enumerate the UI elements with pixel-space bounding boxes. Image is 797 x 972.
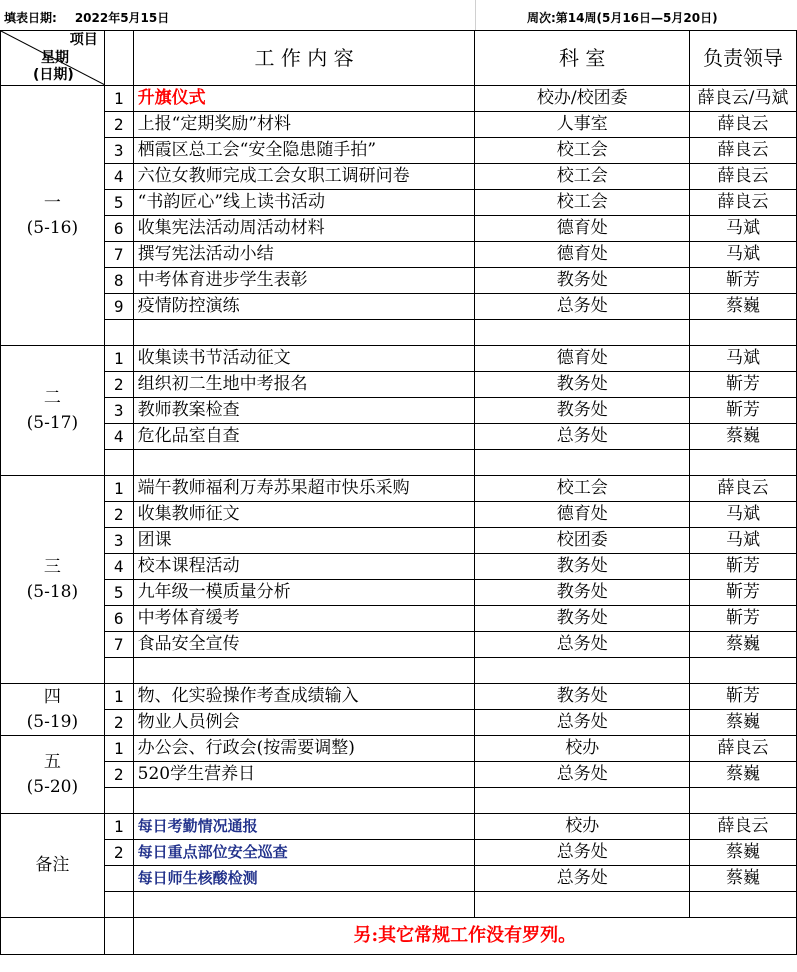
leader-text: 薛良云 <box>690 190 797 216</box>
task-text: 每日考勤情况通报 <box>133 814 475 840</box>
row-number <box>104 788 133 814</box>
leader-text: 薛良云 <box>690 736 797 762</box>
row-number: 9 <box>104 294 133 320</box>
task-text: 团课 <box>133 528 475 554</box>
task-text: 中考体育进步学生表彰 <box>133 268 475 294</box>
department-text: 教务处 <box>475 580 690 606</box>
leader-text: 薛良云 <box>690 476 797 502</box>
leader-text: 靳芳 <box>690 606 797 632</box>
schedule-row <box>1 320 797 346</box>
leader-text: 薛良云 <box>690 814 797 840</box>
department-text: 校工会 <box>475 190 690 216</box>
row-number: 4 <box>104 424 133 450</box>
leader-text: 蔡巍 <box>690 424 797 450</box>
day-name: 一 <box>43 192 61 213</box>
schedule-body <box>1 86 797 918</box>
day-cell <box>1 476 105 684</box>
leader-text: 马斌 <box>690 528 797 554</box>
schedule-row <box>1 762 797 788</box>
day-cell <box>1 736 105 814</box>
leader-text: 蔡巍 <box>690 866 797 892</box>
task-text <box>133 320 475 346</box>
row-number: 1 <box>104 86 133 112</box>
schedule-row <box>1 736 797 762</box>
corner-item-label: 项目 <box>69 32 98 48</box>
row-number: 2 <box>104 710 133 736</box>
task-text: 食品安全宣传 <box>133 632 475 658</box>
row-number: 8 <box>104 268 133 294</box>
schedule-row <box>1 814 797 840</box>
department-text: 校办 <box>475 814 690 840</box>
schedule-row <box>1 450 797 476</box>
leader-text: 马斌 <box>690 346 797 372</box>
day-date: (5-17) <box>26 412 79 433</box>
department-text <box>475 450 690 476</box>
row-number: 5 <box>104 190 133 216</box>
leader-text: 靳芳 <box>690 398 797 424</box>
schedule-row <box>1 658 797 684</box>
leader-text: 薛良云/马斌 <box>690 86 797 112</box>
department-text: 教务处 <box>475 554 690 580</box>
schedule-row <box>1 528 797 554</box>
department-text <box>475 788 690 814</box>
leader-text <box>690 788 797 814</box>
leader-text: 马斌 <box>690 242 797 268</box>
header-divider <box>475 0 476 30</box>
task-text: 升旗仪式 <box>133 86 475 112</box>
dept-header: 科 室 <box>475 31 690 86</box>
schedule-row <box>1 424 797 450</box>
row-number: 1 <box>104 346 133 372</box>
schedule-row <box>1 892 797 918</box>
task-text: 栖霞区总工会“安全隐患随手拍” <box>133 138 475 164</box>
leader-text: 薛良云 <box>690 164 797 190</box>
schedule-row <box>1 866 797 892</box>
leader-text <box>690 450 797 476</box>
schedule-row <box>1 190 797 216</box>
row-number: 1 <box>104 814 133 840</box>
department-text: 德育处 <box>475 502 690 528</box>
row-number: 2 <box>104 112 133 138</box>
leader-text: 蔡巍 <box>690 632 797 658</box>
schedule-row <box>1 580 797 606</box>
row-number <box>104 450 133 476</box>
task-text: 收集教师征文 <box>133 502 475 528</box>
task-text: 九年级一模质量分析 <box>133 580 475 606</box>
department-text <box>475 892 690 918</box>
leader-text: 薛良云 <box>690 112 797 138</box>
department-text: 校办 <box>475 736 690 762</box>
footer-blank-day <box>1 918 105 955</box>
leader-text: 蔡巍 <box>690 762 797 788</box>
schedule-row <box>1 606 797 632</box>
task-text: 教师教案检查 <box>133 398 475 424</box>
task-text: 520学生营养日 <box>133 762 475 788</box>
department-text: 总务处 <box>475 424 690 450</box>
task-text: 收集读书节活动征文 <box>133 346 475 372</box>
task-text <box>133 658 475 684</box>
day-cell <box>1 346 105 476</box>
row-number <box>104 320 133 346</box>
row-number <box>104 866 133 892</box>
schedule-row <box>1 164 797 190</box>
task-text: 组织初二生地中考报名 <box>133 372 475 398</box>
row-number <box>104 658 133 684</box>
leader-text: 马斌 <box>690 502 797 528</box>
task-text: 每日师生核酸检测 <box>133 866 475 892</box>
task-text <box>133 892 475 918</box>
day-cell <box>1 684 105 736</box>
department-text: 校工会 <box>475 164 690 190</box>
department-text: 教务处 <box>475 398 690 424</box>
department-text: 教务处 <box>475 372 690 398</box>
day-cell <box>1 814 105 918</box>
fill-date-value: 2022年5月15日 <box>74 11 170 25</box>
leader-text: 薛良云 <box>690 138 797 164</box>
row-number: 6 <box>104 216 133 242</box>
leader-text: 靳芳 <box>690 684 797 710</box>
schedule-row <box>1 398 797 424</box>
row-number: 6 <box>104 606 133 632</box>
department-text: 教务处 <box>475 684 690 710</box>
day-name: 备注 <box>35 855 70 876</box>
day-name: 三 <box>43 556 61 577</box>
row-number: 2 <box>104 502 133 528</box>
day-date: (5-16) <box>26 217 79 238</box>
task-text: 端午教师福利万寿苏果超市快乐采购 <box>133 476 475 502</box>
leader-text <box>690 658 797 684</box>
leader-text: 靳芳 <box>690 268 797 294</box>
row-number: 7 <box>104 242 133 268</box>
footer-row <box>1 918 797 955</box>
department-text: 总务处 <box>475 866 690 892</box>
schedule-row <box>1 840 797 866</box>
row-number: 4 <box>104 164 133 190</box>
leader-text: 蔡巍 <box>690 840 797 866</box>
row-number: 1 <box>104 736 133 762</box>
leader-text: 靳芳 <box>690 372 797 398</box>
department-text: 总务处 <box>475 840 690 866</box>
fill-date-label: 填表日期: <box>4 11 57 25</box>
task-text: 每日重点部位安全巡查 <box>133 840 475 866</box>
row-number <box>104 892 133 918</box>
department-text: 总务处 <box>475 710 690 736</box>
schedule-row <box>1 372 797 398</box>
row-number: 3 <box>104 528 133 554</box>
row-number: 3 <box>104 138 133 164</box>
row-number: 5 <box>104 580 133 606</box>
row-number: 2 <box>104 372 133 398</box>
schedule-row <box>1 710 797 736</box>
weekly-schedule-table <box>0 30 797 955</box>
content-header: 工 作 内 容 <box>133 31 475 86</box>
task-text: “书韵匠心”线上读书活动 <box>133 190 475 216</box>
department-text: 德育处 <box>475 216 690 242</box>
schedule-row <box>1 268 797 294</box>
department-text: 总务处 <box>475 632 690 658</box>
footer-note: 另:其它常规工作没有罗列。 <box>133 918 796 955</box>
day-cell <box>1 86 105 346</box>
schedule-row <box>1 216 797 242</box>
schedule-row <box>1 684 797 710</box>
leader-text: 靳芳 <box>690 580 797 606</box>
day-name: 四 <box>43 686 61 707</box>
corner-date-label: (日期) <box>33 67 74 83</box>
schedule-row <box>1 554 797 580</box>
fill-date-line <box>4 9 169 26</box>
leader-text: 靳芳 <box>690 554 797 580</box>
task-text: 中考体育缓考 <box>133 606 475 632</box>
department-text: 教务处 <box>475 606 690 632</box>
leader-text: 马斌 <box>690 216 797 242</box>
task-text: 危化品室自查 <box>133 424 475 450</box>
task-text: 办公会、行政会(按需要调整) <box>133 736 475 762</box>
department-text: 校团委 <box>475 528 690 554</box>
day-date: (5-19) <box>26 711 79 732</box>
department-text <box>475 658 690 684</box>
schedule-row <box>1 346 797 372</box>
task-text <box>133 450 475 476</box>
department-text: 校办/校团委 <box>475 86 690 112</box>
task-text: 上报“定期奖励”材料 <box>133 112 475 138</box>
department-text: 校工会 <box>475 138 690 164</box>
leader-text <box>690 320 797 346</box>
task-text: 疫情防控演练 <box>133 294 475 320</box>
week-info: 周次:第14周(5月16日—5月20日) <box>527 11 718 25</box>
department-text: 总务处 <box>475 762 690 788</box>
task-text: 校本课程活动 <box>133 554 475 580</box>
department-text: 总务处 <box>475 294 690 320</box>
diagonal-corner-cell <box>1 31 105 86</box>
leader-text: 蔡巍 <box>690 710 797 736</box>
footer-blank-num <box>104 918 133 955</box>
day-name: 五 <box>43 751 61 772</box>
schedule-row <box>1 242 797 268</box>
task-text: 撰写宪法活动小结 <box>133 242 475 268</box>
schedule-row <box>1 788 797 814</box>
schedule-row <box>1 138 797 164</box>
department-text <box>475 320 690 346</box>
department-text: 校工会 <box>475 476 690 502</box>
sheet-header <box>0 0 797 30</box>
department-text: 教务处 <box>475 268 690 294</box>
row-number: 1 <box>104 476 133 502</box>
row-number: 3 <box>104 398 133 424</box>
schedule-row <box>1 476 797 502</box>
schedule-row <box>1 86 797 112</box>
row-number: 2 <box>104 840 133 866</box>
leader-header: 负责领导 <box>690 31 797 86</box>
department-text: 德育处 <box>475 242 690 268</box>
schedule-row <box>1 112 797 138</box>
task-text: 物业人员例会 <box>133 710 475 736</box>
schedule-row <box>1 632 797 658</box>
row-number: 7 <box>104 632 133 658</box>
task-text: 六位女教师完成工会女职工调研问卷 <box>133 164 475 190</box>
task-text: 收集宪法活动周活动材料 <box>133 216 475 242</box>
day-date: (5-20) <box>26 776 79 797</box>
row-number: 1 <box>104 684 133 710</box>
schedule-row <box>1 502 797 528</box>
day-name: 二 <box>43 387 61 408</box>
column-header-row <box>1 31 797 86</box>
department-text: 人事室 <box>475 112 690 138</box>
task-text: 物、化实验操作考查成绩输入 <box>133 684 475 710</box>
row-number: 2 <box>104 762 133 788</box>
number-header-cell <box>104 31 133 86</box>
department-text: 德育处 <box>475 346 690 372</box>
corner-weekday-label: 星期 <box>41 50 69 66</box>
leader-text <box>690 892 797 918</box>
row-number: 4 <box>104 554 133 580</box>
day-date: (5-18) <box>26 581 79 602</box>
schedule-row <box>1 294 797 320</box>
task-text <box>133 788 475 814</box>
leader-text: 蔡巍 <box>690 294 797 320</box>
